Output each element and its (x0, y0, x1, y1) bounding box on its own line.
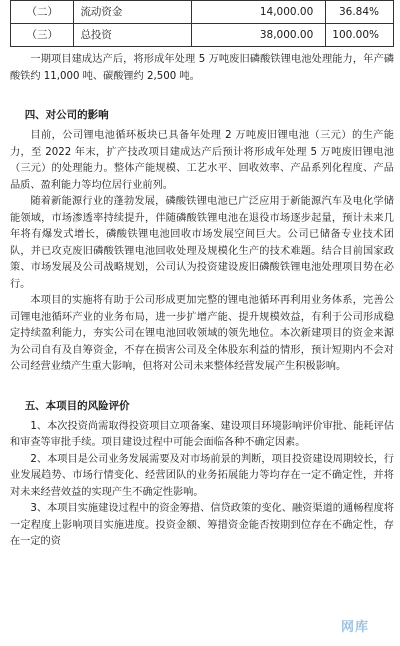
table-row (11, 1, 394, 24)
paragraph-project-benefit: 本项目的实施将有助于公司形成更加完整的锂电池循环再利用业务体系，完善公司锂电池循环产业的业务布局，进一步扩增产能、提升规模效益，有利于公司形成稳定持续盈利能力，夯实公司在锂电池回收领域的领先地位。本次新建项目的资金来源为公司自有及自筹资金，不存在损害公司及全体股东利益的情形，预计短期内不会对公司经营业绩产生重大影响，但将对公司未来整体经营发展产生积极影响。 (10, 295, 394, 373)
row-amount: 14,000.00 (192, 1, 326, 24)
row-number: （二） (11, 1, 74, 24)
row-item: 流动资金 (74, 1, 192, 24)
paragraph-capacity: 一期项目建成达产后，将形成年处理 5 万吨废旧磷酸铁锂电池处理能力，年产磷酸铁约 11,000 吨、碳酸锂约 2,500 吨。 (10, 54, 394, 82)
paragraph-market-outlook: 随着新能源行业的蓬勃发展，磷酸铁锂电池已广泛应用于新能源汽车及电化学储能领域，市场渗透率持续提升，伴随磷酸铁锂电池在退役市场逐步起量，预计未来几年将有爆发式增长，磷酸铁锂电池回收市场发展空间巨大。公司已储备专业技术团队，并已攻克废旧磷酸铁锂电池回收处理及规模化生产的技术难题。结合目前国家政策、市场发展及公司战略规划，公司认为投资建设废旧磷酸铁锂电池处理项目势在必行。 (10, 196, 394, 290)
paragraph-risk-1: 1、本次投资尚需取得投资项目立项备案、建设项目环境影响评价审批、能耗评估和审查等审批手续。项目建设过程中可能会面临各种不确定因素。 (10, 420, 394, 449)
paragraph-risk-2: 2、本项目是公司业务发展需要及对市场前景的判断，项目投资建设周期较长，行业发展趋势、市场行情变化、经营团队的业务拓展能力等均存在一定不确定性，并将对未来经营效益的实现产生不确定性影响。 (10, 453, 394, 498)
row-number: （三） (11, 24, 74, 47)
row-percent: 36.84% (326, 1, 394, 24)
table-row (11, 24, 394, 47)
section-heading-risk: 五、本项目的风险评价 (24, 399, 130, 412)
section-heading-impact: 四、对公司的影响 (24, 109, 109, 122)
document-body (10, 52, 394, 551)
row-percent: 100.00% (326, 24, 394, 47)
paragraph-current-capacity: 目前，公司锂电池循环板块已具备年处理 2 万吨废旧锂电池（三元）的生产能力，至 2022 年末，扩产技改项目建成达产后预计将形成年处理 5 万吨废旧锂电池（三元）的处理能力。整体产能规模、工艺水平、回收效率、产品系列化程度、产品品质、盈利能力等均位居行业前列。 (10, 130, 394, 191)
row-item: 总投资 (74, 24, 192, 47)
watermark-text: 网库 (340, 620, 369, 636)
watermark-logo (316, 614, 394, 642)
paragraph-risk-3: 3、本项目实施建设过程中的资金筹措、信贷政策的变化、融资渠道的通畅程度将一定程度上影响项目实施进度。投资金额、筹措资金能否按期到位存在不确定性，存在一定的资 (10, 503, 394, 548)
investment-table (10, 0, 394, 47)
row-amount: 38,000.00 (192, 24, 326, 47)
